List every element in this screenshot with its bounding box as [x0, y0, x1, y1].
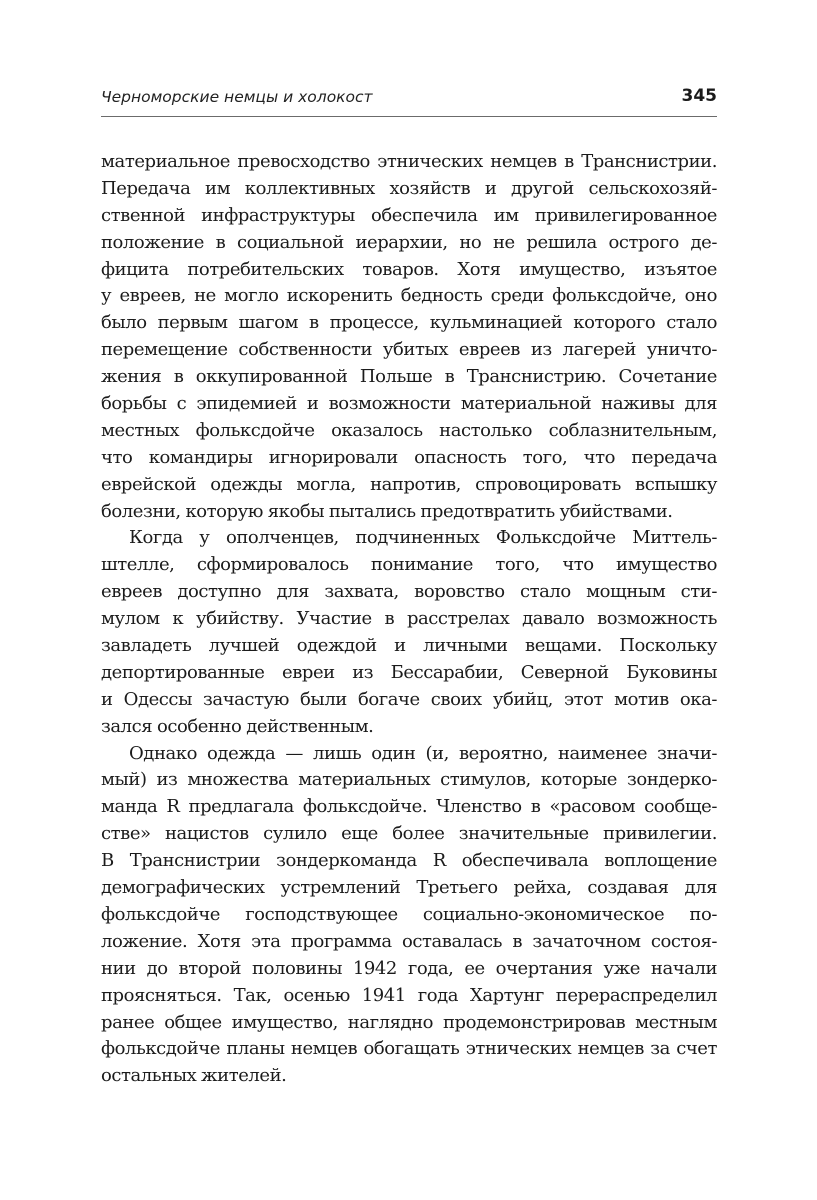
- text-line: фольксдойче господствующее социально-экономическое по-: [101, 903, 717, 925]
- text-line: демографических устремлений Третьего рейха, создавая для: [101, 877, 717, 899]
- text-line: положение в социальной иерархии, но не решила острого де-: [101, 231, 717, 253]
- text-line: ложение. Хотя эта программа оставалась в зачаточном состоя-: [101, 930, 717, 952]
- text-line: нии до второй половины 1942 года, ее очертания уже начали: [101, 957, 717, 979]
- text-line: материальное превосходство этнических немцев в Транснистрии.: [101, 151, 717, 172]
- running-header: [101, 84, 717, 117]
- text-line: у евреев, не могло искоренить бедность среди фольксдойче, оно: [101, 285, 717, 307]
- text-line: мый) из множества материальных стимулов, которые зондерко-: [101, 769, 717, 791]
- paragraph: [101, 741, 717, 1091]
- text-line: завладеть лучшей одеждой и личными вещами. Поскольку: [101, 635, 717, 657]
- text-line: остальных жителей.: [101, 1065, 287, 1087]
- text-line: жения в оккупированной Польше в Транснистрию. Сочетание: [101, 366, 717, 388]
- text-line: фицита потребительских товаров. Хотя имущество, изъятое: [101, 258, 717, 280]
- text-line: Передача им коллективных хозяйств и другой сельскохозяй-: [101, 177, 717, 199]
- body-text: [101, 149, 717, 1090]
- text-line: зался особенно действенным.: [101, 715, 374, 737]
- text-line: было первым шагом в процессе, кульминацией которого стало: [101, 312, 717, 334]
- text-line: перемещение собственности убитых евреев из лагерей уничто-: [101, 339, 717, 361]
- text-line: Когда у ополченцев, подчиненных Фольксдойче Миттель-: [129, 527, 717, 549]
- text-line: Однако одежда — лишь один (и, вероятно, наименее значи-: [129, 742, 717, 764]
- text-line: ственной инфраструктуры обеспечила им привилегированное: [101, 204, 717, 226]
- text-line: ранее общее имущество, наглядно продемонстрировав местным: [101, 1011, 717, 1033]
- text-line: местных фольксдойче оказалось настолько соблазнительным,: [101, 419, 717, 441]
- text-line: болезни, которую якобы пытались предотвратить убийствами.: [101, 500, 673, 522]
- text-line: манда R предлагала фольксдойче. Членство в «расовом сообще-: [101, 796, 717, 818]
- text-line: и Одессы зачастую были богаче своих убийц, этот мотив ока-: [101, 688, 717, 710]
- text-line: штелле, сформировалось понимание того, что имущество: [101, 554, 717, 576]
- text-line: фольксдойче планы немцев обогащать этнических немцев за счет: [101, 1038, 717, 1060]
- paragraph: [101, 149, 717, 525]
- text-line: депортированные евреи из Бессарабии, Северной Буковины: [101, 661, 717, 683]
- text-line: борьбы с эпидемией и возможности материальной наживы для: [101, 393, 717, 415]
- running-title: Черноморские немцы и холокост: [101, 88, 373, 106]
- text-line: евреев доступно для захвата, воровство стало мощным сти-: [101, 581, 717, 603]
- page-number: 345: [681, 86, 717, 106]
- text-line: что командиры игнорировали опасность того, что передача: [101, 446, 717, 468]
- text-line: мулом к убийству. Участие в расстрелах давало возможность: [101, 608, 717, 630]
- text-line: еврейской одежды могла, напротив, спровоцировать вспышку: [101, 473, 717, 495]
- text-line: В Транснистрии зондеркоманда R обеспечивала воплощение: [101, 850, 717, 872]
- text-line: стве» нацистов сулило еще более значительные привилегии.: [101, 823, 717, 845]
- text-line: проясняться. Так, осенью 1941 года Хартунг перераспределил: [101, 984, 717, 1006]
- paragraph: [101, 525, 717, 740]
